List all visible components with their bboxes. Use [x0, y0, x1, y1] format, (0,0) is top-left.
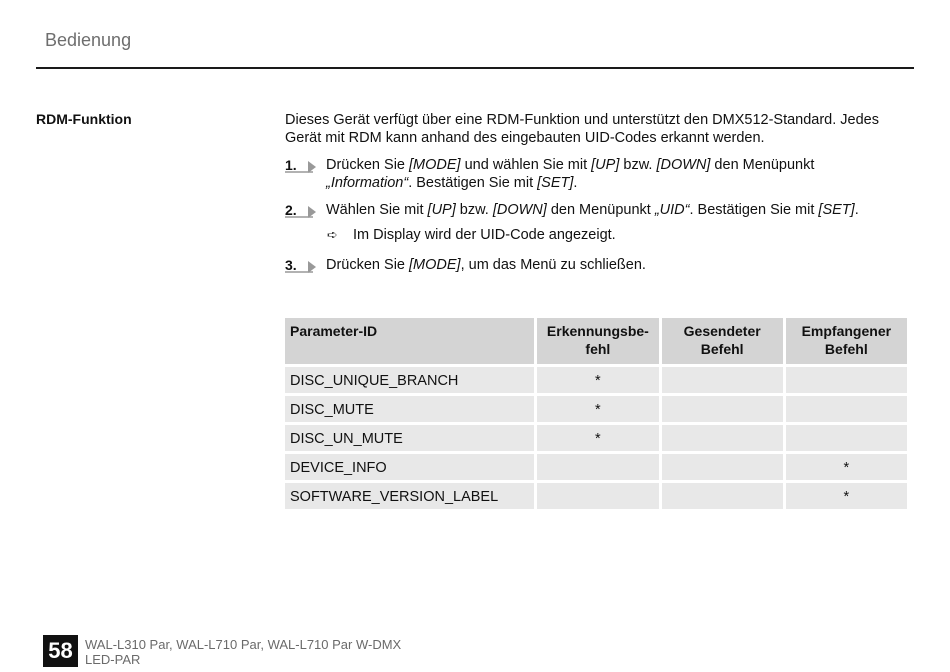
- step-text: Drücken Sie [MODE] und wählen Sie mit [UP] bzw. [DOWN] den Menüpunkt „Information“. Bestätigen Sie mit [SET].: [326, 157, 815, 191]
- result-arrow-icon: ➪: [327, 227, 338, 242]
- step-number: 3.: [285, 257, 297, 273]
- table-cell: *: [537, 396, 659, 422]
- table-cell: [786, 367, 907, 393]
- section-title: RDM-Funktion: [36, 111, 132, 127]
- table-row: [285, 425, 907, 451]
- step-text: Wählen Sie mit [UP] bzw. [DOWN] den Menüpunkt „UID“. Bestätigen Sie mit [SET].: [326, 202, 859, 218]
- table-cell: [537, 454, 659, 480]
- page-number: 58: [43, 635, 78, 667]
- step-number-badge: [285, 156, 317, 174]
- step-number: 1.: [285, 157, 297, 173]
- page-header-title: Bedienung: [45, 30, 132, 50]
- table-cell: [537, 483, 659, 509]
- table-cell: DISC_UN_MUTE: [285, 425, 534, 451]
- column-header-discovery-command: Erkennungsbe- fehl: [537, 318, 659, 364]
- main-content: [285, 111, 910, 283]
- table-cell: *: [537, 425, 659, 451]
- step-3: [285, 256, 910, 274]
- table-cell: DISC_MUTE: [285, 396, 534, 422]
- table-cell: [662, 396, 783, 422]
- step-number-badge: [285, 201, 317, 219]
- footer-product-type: LED-PAR: [85, 652, 141, 667]
- table-cell: DEVICE_INFO: [285, 454, 534, 480]
- table-row: [285, 367, 907, 393]
- step-text: Drücken Sie [MODE], um das Menü zu schließen.: [326, 257, 646, 273]
- table-cell: DISC_UNIQUE_BRANCH: [285, 367, 534, 393]
- footer-product-line: WAL-L310 Par, WAL-L710 Par, WAL-L710 Par W-DMX: [85, 637, 402, 652]
- table-cell: [786, 396, 907, 422]
- table-row: [285, 483, 907, 509]
- step-number-badge: [285, 256, 317, 274]
- table-cell: *: [537, 367, 659, 393]
- column-header-parameter-id: Parameter-ID: [285, 318, 534, 364]
- step-arrow-icon: [285, 157, 317, 175]
- intro-paragraph: Dieses Gerät verfügt über eine RDM-Funktion und unterstützt den DMX512-Standard. Jedes Gerät mit RDM kann anhand des eingebauten UID-Codes erkannt werden.: [285, 112, 879, 146]
- table-cell: [786, 425, 907, 451]
- step-2-result: [285, 226, 910, 244]
- table-cell: [662, 425, 783, 451]
- step-1: [285, 156, 910, 192]
- column-header-sent-command: Gesendeter Befehl: [662, 318, 783, 364]
- result-text: Im Display wird der UID-Code angezeigt.: [353, 227, 616, 243]
- step-number: 2.: [285, 202, 297, 218]
- rdm-parameter-table: [282, 315, 910, 512]
- column-header-received-command: Empfangener Befehl: [786, 318, 907, 364]
- table-cell: *: [786, 454, 907, 480]
- step-arrow-icon: [285, 257, 317, 275]
- step-arrow-icon: [285, 202, 317, 220]
- table-header-row: [285, 318, 907, 364]
- table-row: [285, 454, 907, 480]
- table-cell: *: [786, 483, 907, 509]
- step-2: [285, 201, 910, 219]
- table-cell: [662, 454, 783, 480]
- table-cell: SOFTWARE_VERSION_LABEL: [285, 483, 534, 509]
- table-cell: [662, 367, 783, 393]
- table-row: [285, 396, 907, 422]
- table-cell: [662, 483, 783, 509]
- footer-product-info: [85, 637, 401, 667]
- header-divider: [36, 67, 914, 69]
